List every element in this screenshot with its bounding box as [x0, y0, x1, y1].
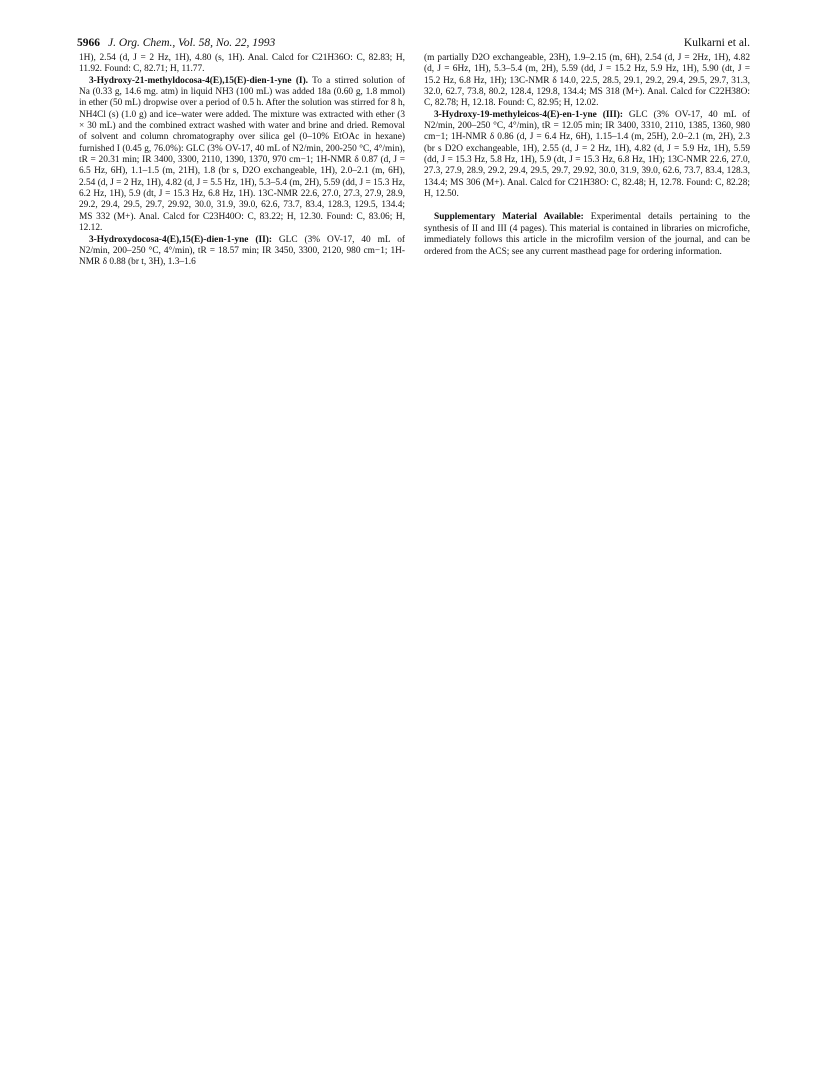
compound-ii-text: GLC (3% OV-17, 40 mL of N2/min, 200–250 °C, 4°/min), tR = 18.57 min; IR 3450, 3300, 2120, 980 cm−1; 1H-NMR δ 0.88 (br t, 3H), 1.3–1.6 — [79, 234, 405, 268]
compound-ii-paragraph — [79, 235, 405, 269]
continued-paragraph-right: (m partially D2O exchangeable, 23H), 1.9–2.15 (m, 6H), 2.54 (d, J = 2Hz, 1H), 4.82 (d, J = 6Hz, 1H), 5.3–5.4 (m, 2H), 5.59 (dd, J = 15.2 Hz, 5.9 Hz, 1H), 5.90 (dt, J = 15.2 Hz, 6.8 Hz, 1H); 13C-NMR δ 14.0, 22.5, 28.5, 29.1, 29.2, 29.4, 29.5, 29.7, 31.3, 32.0, 62.7, 73.8, 80.2, 128.4, 129.8, 134.4; MS 318 (M+). Anal. Calcd for C22H38O: C, 82.78; H, 12.18. Found: C, 82.95; H, 12.02. — [424, 53, 750, 109]
supplementary-text: Experimental details pertaining to the synthesis of II and III (4 pages). This material is contained in libraries on microfiche, immediately follows this article in the microfilm version of the journal, and can be ordered from the ACS; see any current masthead page for ordering information. — [424, 212, 751, 257]
left-column — [79, 53, 405, 269]
right-column — [424, 53, 750, 258]
compound-i-text: To a stirred solution of Na (0.33 g, 14.6 mg. atm) in liquid NH3 (100 mL) was added 18a (0.60 g, 1.8 mmol) in ether (50 mL) dropwise over a period of 0.5 h. After the solution was stirred for 8 h, NH4Cl (s) (1.0 g) and ice–water were added. The mixture was extracted with ether (3 × 30 mL) and the combined extract washed with water and brine and dried. Removal of solvent and column chromatography over silica gel (0–10% EtOAc in hexane) furnished I (0.45 g, 76.0%): GLC (3% OV-17, 40 mL of N2/min, 200-250 °C, 4°/min), tR = 20.31 min; IR 3400, 3300, 2110, 1390, 1370, 970 cm−1; 1H-NMR δ 0.87 (d, J = 6.5 Hz, 6H), 1.1–1.5 (m, 21H), 1.8 (br s, D2O exchangeable, 1H), 2.0–2.1 (m, 6H), 2.54 (d, J = 2 Hz, 1H), 4.82 (d, J = 5.5 Hz, 1H), 5.3–5.4 (m, 2H), 5.59 (dd, J = 15.3 Hz, 6.2 Hz, 1H), 5.9 (dt, J = 15.3 Hz, 6.8 Hz, 1H). 13C-NMR 22.6, 27.0, 27.3, 27.9, 28.9, 29.2, 29.4, 29.5, 29.7, 29.92, 30.0, 31.9, 39.0, 62.6, 73.7, 83.4, 128.3, 129.5, 134.4; MS 332 (M+). Anal. Calcd for C23H40O: C, 83.22; H, 12.30. Found: C, 83.06; H, 12.12. — [79, 75, 405, 234]
compound-iii-heading: 3-Hydroxy-19-methyleicos-4(E)-en-1-yne (III): — [434, 109, 623, 120]
compound-i-heading: 3-Hydroxy-21-methyldocosa-4(E),15(E)-dien-1-yne (I). — [89, 75, 309, 86]
continued-paragraph: 1H), 2.54 (d, J = 2 Hz, 1H), 4.80 (s, 1H). Anal. Calcd for C21H36O: C, 82.83; H, 11.92. Found: C, 82.71; H, 11.77. — [79, 53, 405, 75]
compound-i-paragraph — [79, 76, 405, 235]
supplementary-heading: Supplementary Material Available: — [434, 212, 584, 223]
page-number: 5966 — [77, 37, 100, 49]
running-header — [77, 36, 750, 50]
supplementary-paragraph — [424, 212, 750, 257]
compound-iii-text: GLC (3% OV-17, 40 mL of N2/min, 200–250 °C, 4°/min), tR = 12.05 min; IR 3400, 3310, 2110, 1385, 1360, 980 cm−1; 1H-NMR δ 0.86 (d, J = 6.4 Hz, 6H), 1.15–1.4 (m, 25H), 2.0–2.1 (m, 2H), 2.3 (br s D2O exchangeable, 1H), 2.55 (d, J = 2 Hz, 1H), 4.82 (d, J = 5.9 Hz, 1H), 5.59 (dd, J = 15.3 Hz, 5.8 Hz, 1H), 5.9 (dt, J = 15.3 Hz, 6.8 Hz, 1H); 13C-NMR 22.6, 27.0, 27.3, 27.9, 28.9, 29.2, 29.4, 29.5, 29.7, 29.92, 30.0, 31.9, 39.0, 62.6, 73.7, 83.4, 128.3, 134.4; MS 306 (M+). Anal. Calcd for C21H38O: C, 82.48; H, 12.78. Found: C, 82.28; H, 12.50. — [424, 109, 750, 200]
compound-iii-paragraph — [424, 110, 750, 201]
running-authors: Kulkarni et al. — [683, 37, 750, 49]
journal-citation: J. Org. Chem., Vol. 58, No. 22, 1993 — [108, 37, 276, 49]
compound-ii-heading: 3-Hydroxydocosa-4(E),15(E)-dien-1-yne (II): — [89, 234, 272, 245]
